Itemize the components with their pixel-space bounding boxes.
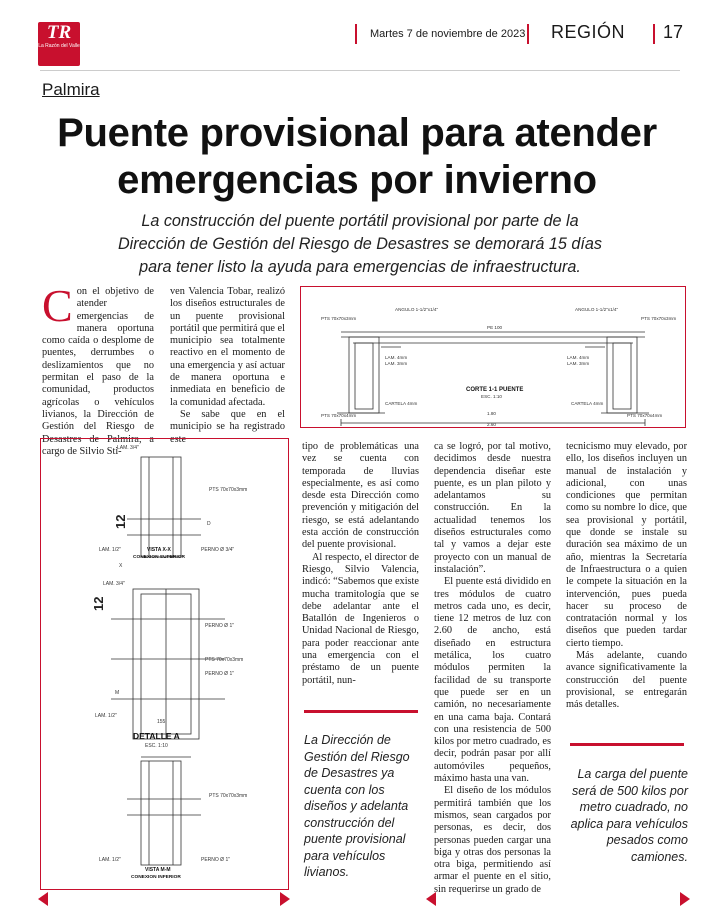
bridge-section-drawing	[300, 286, 686, 428]
drawing-label: ESC. 1:10	[145, 743, 168, 749]
body-paragraph: Más adelante, cuando avance significativamente la construcción del puente provisional, se entregarán más detalles.	[566, 650, 687, 711]
connection-detail-drawing	[40, 438, 289, 890]
headline	[20, 110, 694, 204]
drawing-label: LAM. 4mm	[567, 355, 590, 360]
body-paragraph: Se sabe que en el municipio se ha registrado este	[170, 408, 285, 445]
drawing-label: VISTA M-M	[145, 867, 171, 873]
drawing-title: CORTE 1-1 PUENTE	[466, 387, 524, 393]
drawing-label: 1.80	[487, 411, 496, 416]
drawing-label: PTS 70x70x4mm	[627, 413, 663, 418]
drawing-label: PTS 70x70x3mm	[641, 316, 677, 321]
logo-letters: TR	[46, 22, 72, 43]
body-paragraph: El puente está dividido en tres módulos de cuatro metros cada uno, es decir, tiene 12 metros de luz con 2.60 de ancho, está diseñado en estructura metálica, los cuatro módulos permiten la facilidad de su transporte que puede ser en un camión, no necesariamente en una cama baja. Contará con una resistencia de 500 kilos por metro cuadrado, es decir, podrán pasar por allí automóviles pequeños, máximo hasta una van.	[434, 576, 551, 785]
drawing-label: DETALLE A	[133, 731, 180, 741]
drawing-details	[41, 439, 288, 889]
next-arrow-icon[interactable]	[280, 892, 290, 906]
drawing-label: LAM. 3mm	[567, 361, 590, 366]
article-column-4	[434, 441, 551, 896]
drawing-label: LAM. 1/2"	[99, 857, 121, 863]
drawing-label: PTS 70x70x3mm	[205, 657, 244, 663]
drawing-dimension: 12	[91, 596, 106, 611]
issue-date: Martes 7 de noviembre de 2023	[370, 28, 526, 40]
drawing-label: M	[115, 690, 120, 696]
drawing-label: ANGULO 1-1/2"x1/4"	[575, 307, 619, 312]
drawing-label: X	[119, 563, 123, 569]
header-divider	[653, 24, 655, 44]
body-paragraph: tipo de problemáticas una vez se cuenta con temporada de lluvias especialmente, es así como desde esta Dirección como prevención y mitigación del riesgo, se está adelantando esta acción de construcción del puente provisional.	[302, 441, 419, 551]
page-number: 17	[663, 22, 684, 42]
body-paragraph: tecnicismo muy elevado, por ello, los diseños incluyen un manual de instalación y adicional, con unas condiciones que permitan como su nombre lo dice, que sea provisional y portátil, que donde se instale su duración sea máximo de un año, mientras la Secretaría de Infraestructura o a quien le compete la situación en la intervención, pues pueda hacer su proceso de contratación normal y los diseños que pueden tardar cierto tiempo.	[566, 441, 687, 649]
body-paragraph: Al respecto, el director de Riesgo, Silvio Valencia, indicó: “Sabemos que existe mucha tramitología que se debe adelantar ante el Batallón de Ingenieros o Unidad Nacional de Riesgo, para poder reaccionar ante una emergencia con el préstamo de un puente portátil, nun-	[302, 551, 419, 686]
location-label: Palmira	[42, 80, 100, 99]
drawing-label: PERNO Ø 1"	[205, 623, 235, 629]
drawing-label: 155	[157, 719, 166, 725]
body-paragraph: ca se logró, por tal motivo, decidimos desde nuestra dependencia diseñar este puente, es un plan piloto y adelantamos su construcción. En la actualidad tenemos los diseños estructurales como tal y vamos a dejar este proyecto con un manual de instalación”.	[434, 441, 551, 575]
drawing-dimension: 12	[113, 514, 128, 529]
drawing-label: 2.60	[487, 422, 496, 427]
drawing-label: LAM. 3/4"	[103, 581, 125, 587]
drawing-label: LAM. 3/4"	[117, 445, 139, 451]
pull-quote-rule	[570, 743, 684, 746]
article-column-2	[170, 286, 285, 446]
pull-quote-2: La carga del puente será de 500 kilos por metro cuadrado, no aplica para vehículos pesados como camiones.	[570, 767, 688, 864]
drawing-label: CONEXION SUPERIOR	[133, 555, 185, 560]
drawing-label: CARTELA 4mm	[385, 401, 418, 406]
article-column-1	[42, 280, 154, 458]
logo-subtitle: La Razón del Valle	[38, 43, 80, 49]
article-column-3	[302, 441, 419, 687]
header-divider	[355, 24, 357, 44]
section-label: REGIÓN	[551, 22, 626, 42]
drawing-label: PERNO Ø 1"	[201, 857, 231, 863]
drawing-label: PTS 70x70x3mm	[321, 316, 357, 321]
header-rule	[40, 70, 680, 71]
drawing-label: VISTA X-X	[147, 547, 171, 553]
drawing-label: PTS 70x70x4mm	[321, 413, 357, 418]
next-page-arrow-icon[interactable]	[680, 892, 690, 906]
newspaper-logo	[38, 22, 80, 66]
header-divider	[527, 24, 529, 44]
drawing-label: LAM. 1/2"	[99, 547, 121, 553]
drop-cap: C	[42, 280, 73, 331]
drawing-label: LAM. 4mm	[385, 355, 408, 360]
drawing-label: PERNO Ø 3/4"	[201, 547, 235, 553]
lead-line-1: La construcción del puente portátil provisional por parte de la	[141, 212, 579, 230]
lead-line-2: Dirección de Gestión del Riesgo de Desastres se demorará 15 días	[117, 235, 603, 253]
drawing-label: LAM. 1/2"	[95, 713, 117, 719]
article-column-5	[566, 441, 687, 712]
pull-quote-1: La Dirección de Gestión del Riesgo de Desastres ya cuenta con los diseños y adelanta construcción del puente provisional para vehículos livianos.	[304, 733, 410, 879]
drawing-label: CONEXION INFERIOR	[131, 875, 181, 880]
lead-line-3: para tener listo la ayuda para emergencias de infraestructura.	[139, 258, 581, 276]
drawing-label: ANGULO 1-1/2"x1/4"	[395, 307, 439, 312]
drawing-label: D	[207, 521, 211, 527]
headline-line-1: Puente provisional para atender	[57, 111, 657, 155]
drawing-label: PTS 70x70x3mm	[209, 487, 248, 493]
drawing-label: CARTELA 4mm	[571, 401, 604, 406]
previous-page-arrow-icon[interactable]	[38, 892, 48, 906]
drawing-label: PERNO Ø 1"	[205, 671, 235, 677]
body-paragraph: ven Valencia Tobar, realizó los diseños estructurales de un puente provisional portátil que permitirá que el municipio sea totalmente reactivo en el momento de una emergencia y así actuar de manera oportuna e inmediata en beneficio de la comunidad afectada.	[170, 286, 285, 408]
body-text: on el objetivo de atender emergencias de manera oportuna como caída o desplome de puentes, derrumbes o deslizamientos que no permitan el paso de la comunidad, productos agrícolas o vehículos livianos, la Dirección de Gestión del Riesgo de Desastres de Palmira, a cargo de Silvio Sti-	[42, 286, 154, 457]
lead-paragraph	[60, 210, 660, 279]
drawing-label: LAM. 3mm	[385, 361, 408, 366]
body-paragraph: El diseño de los módulos permitirá también que los mismos, sean cargados por personas, es decir, dos personas pueden cargar una biga y otras dos personas la otra biga, permitiendo así armar el puente en el sitio, sin requerirse un grado de	[434, 785, 551, 895]
drawing-corte-1-1	[301, 287, 685, 427]
drawing-scale: ESC. 1:10	[481, 394, 502, 399]
pull-quote-rule	[304, 710, 418, 713]
headline-line-2: emergencias por invierno	[117, 158, 597, 202]
drawing-label: PE 100	[487, 325, 503, 330]
previous-arrow-icon[interactable]	[426, 892, 436, 906]
drawing-label: PTS 70x70x3mm	[209, 793, 248, 799]
